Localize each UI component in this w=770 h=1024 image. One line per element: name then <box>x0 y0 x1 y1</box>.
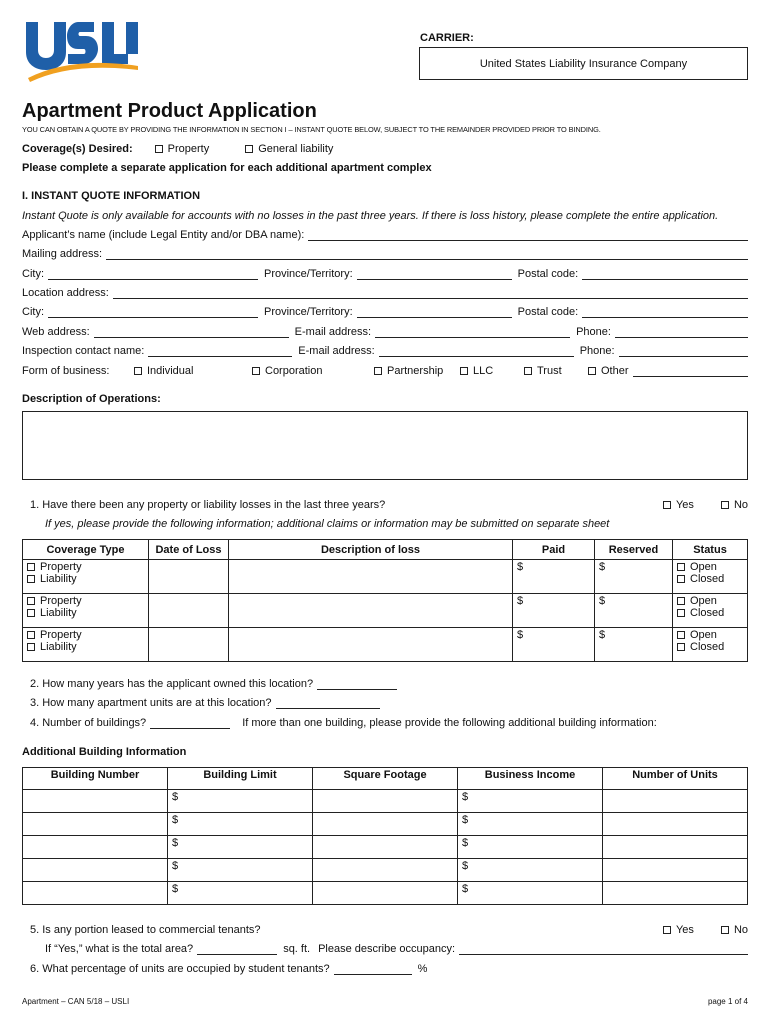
form-individual[interactable]: Individual <box>134 365 252 377</box>
inspection-row <box>22 341 748 357</box>
form-label: Form of business: <box>22 365 110 377</box>
q4-row <box>30 713 748 729</box>
q5-row <box>30 920 748 936</box>
col-limit: Building Limit <box>168 768 313 790</box>
form-row <box>22 361 748 377</box>
q1-yes[interactable]: Yes <box>663 499 721 511</box>
location-row <box>22 283 748 299</box>
table-row: $ $ <box>23 859 748 882</box>
checkbox-icon <box>663 501 671 509</box>
q5-occ: Please describe occupancy: <box>318 943 456 955</box>
province-label: Province/Territory: <box>264 306 353 318</box>
checkbox-icon <box>588 367 596 375</box>
postal-label: Postal code: <box>517 306 579 318</box>
q4b-text: If more than one building, please provide the following additional building information: <box>242 717 657 729</box>
col-reserved: Reserved <box>595 540 673 560</box>
q5-sqft: sq. ft. <box>283 943 311 955</box>
inspection-label: Inspection contact name: <box>22 345 145 357</box>
coverage-property[interactable]: Property <box>155 143 210 155</box>
table-header <box>23 768 748 790</box>
q3-input[interactable] <box>276 697 380 709</box>
form-partnership[interactable]: Partnership <box>374 365 460 377</box>
table-row: $ $ <box>23 882 748 905</box>
mailing-label: Mailing address: <box>22 248 103 260</box>
q4-text: 4. Number of buildings? <box>30 717 147 729</box>
checkbox-icon[interactable] <box>155 145 163 153</box>
col-status: Status <box>673 540 748 560</box>
separate-note: Please complete a separate application for each additional apartment complex <box>22 162 432 174</box>
loss-table <box>22 539 748 662</box>
province-label: Province/Territory: <box>264 268 353 280</box>
province-input[interactable] <box>357 268 512 280</box>
location-label: Location address: <box>22 287 109 299</box>
footer-left: Apartment – CAN 5/18 – USLI <box>22 997 130 1006</box>
q6-pct: % <box>417 963 428 975</box>
col-sqft: Square Footage <box>313 768 458 790</box>
q3-row <box>30 693 748 709</box>
web-input[interactable] <box>94 326 289 338</box>
table-row: $ $ <box>23 836 748 859</box>
q5-yes[interactable]: Yes <box>663 924 721 936</box>
checkbox-icon <box>460 367 468 375</box>
section-heading: I. INSTANT QUOTE INFORMATION <box>22 190 201 202</box>
form-corporation[interactable]: Corporation <box>252 365 374 377</box>
q1-no[interactable]: No <box>721 499 748 511</box>
q5-area-input[interactable] <box>197 943 277 955</box>
city-label: City: <box>22 268 44 280</box>
mailing-input[interactable] <box>106 248 748 260</box>
carrier-field[interactable] <box>419 47 748 80</box>
postal-input[interactable] <box>582 268 748 280</box>
q1-text: 1. Have there been any property or liability losses in the last three years? <box>30 499 386 511</box>
q3-text: 3. How many apartment units are at this location? <box>30 697 272 709</box>
coverage-label: Coverage(s) Desired: <box>22 143 133 155</box>
phone-label: Phone: <box>579 345 615 357</box>
checkbox-icon[interactable] <box>245 145 253 153</box>
city2-input[interactable] <box>48 306 258 318</box>
q5-follow: If “Yes,” what is the total area? <box>45 943 194 955</box>
col-bnum: Building Number <box>23 768 168 790</box>
phone-input[interactable] <box>615 326 748 338</box>
q5-occ-input[interactable] <box>459 943 748 955</box>
postal-label: Postal code: <box>517 268 579 280</box>
form-other[interactable]: Other <box>588 365 629 377</box>
checkbox-icon <box>524 367 532 375</box>
instant-note: Instant Quote is only available for accounts with no losses in the past three years. If there is loss history, please complete the entire application. <box>22 210 719 222</box>
coverage-gl[interactable]: General liability <box>245 143 333 155</box>
q5-no[interactable]: No <box>721 924 748 936</box>
email-label: E-mail address: <box>294 326 372 338</box>
city-row <box>22 264 748 280</box>
usli-logo <box>22 18 140 82</box>
checkbox-icon <box>374 367 382 375</box>
building-table <box>22 767 748 905</box>
web-row <box>22 322 748 338</box>
phone-label: Phone: <box>576 326 611 338</box>
desc-ops-input[interactable] <box>22 411 748 480</box>
city-label: City: <box>22 306 44 318</box>
city2-row <box>22 302 748 318</box>
carrier-value: United States Liability Insurance Company <box>479 57 688 70</box>
q1-note: If yes, please provide the following information; additional claims or information may be submitted on separate sheet <box>45 518 610 530</box>
q6-text: 6. What percentage of units are occupied by student tenants? <box>30 963 330 975</box>
q2-text: 2. How many years has the applicant owned this location? <box>30 678 314 690</box>
checkbox-icon <box>721 501 729 509</box>
q5-follow-row <box>45 939 748 955</box>
col-date: Date of Loss <box>149 540 229 560</box>
col-units: Number of Units <box>603 768 748 790</box>
q6-input[interactable] <box>334 963 412 975</box>
desc-ops-label: Description of Operations: <box>22 393 161 405</box>
col-desc: Description of loss <box>229 540 513 560</box>
other-input[interactable] <box>633 365 748 377</box>
form-llc[interactable]: LLC <box>460 365 524 377</box>
q6-row <box>30 959 748 975</box>
email-input[interactable] <box>375 326 570 338</box>
city-input[interactable] <box>48 268 258 280</box>
checkbox-icon <box>252 367 260 375</box>
page-number: page 1 of 4 <box>707 997 748 1006</box>
location-input[interactable] <box>113 287 748 299</box>
q2-input[interactable] <box>317 678 397 690</box>
form-trust[interactable]: Trust <box>524 365 588 377</box>
table-header <box>23 540 748 560</box>
table-row: Property Liability $ $ Open Closed <box>23 628 748 662</box>
table-row: Property Liability $ $ Open Closed <box>23 560 748 594</box>
table-row: Property Liability $ $ Open Closed <box>23 594 748 628</box>
applicant-row <box>22 225 748 241</box>
checkbox-icon <box>663 926 671 934</box>
coverage-row <box>22 139 748 155</box>
postal2-input[interactable] <box>582 306 748 318</box>
page-title: Apartment Product Application <box>22 100 317 122</box>
phone2-input[interactable] <box>619 345 748 357</box>
email2-input[interactable] <box>379 345 574 357</box>
carrier-label: CARRIER: <box>420 32 474 44</box>
checkbox-icon <box>134 367 142 375</box>
q5-text: 5. Is any portion leased to commercial tenants? <box>30 924 261 936</box>
inspection-input[interactable] <box>148 345 292 357</box>
subtitle: YOU CAN OBTAIN A QUOTE BY PROVIDING THE INFORMATION IN SECTION I – INSTANT QUOTE BELOW, SUBJECT TO THE REMAINDER PROVIDED PRIOR TO BINDING. <box>22 125 601 134</box>
applicant-label: Applicant’s name (include Legal Entity and/or DBA name): <box>22 229 305 241</box>
q4-input[interactable] <box>150 717 230 729</box>
email-label: E-mail address: <box>298 345 375 357</box>
col-income: Business Income <box>458 768 603 790</box>
mailing-row <box>22 244 748 260</box>
checkbox-icon <box>721 926 729 934</box>
applicant-input[interactable] <box>308 229 748 241</box>
col-paid: Paid <box>513 540 595 560</box>
q2-row <box>30 674 748 690</box>
province2-input[interactable] <box>357 306 512 318</box>
q1-row <box>30 495 748 511</box>
col-coverage: Coverage Type <box>23 540 149 560</box>
table-row: $ $ <box>23 813 748 836</box>
web-label: Web address: <box>22 326 90 338</box>
addl-heading: Additional Building Information <box>22 746 187 758</box>
table-row: $ $ <box>23 790 748 813</box>
